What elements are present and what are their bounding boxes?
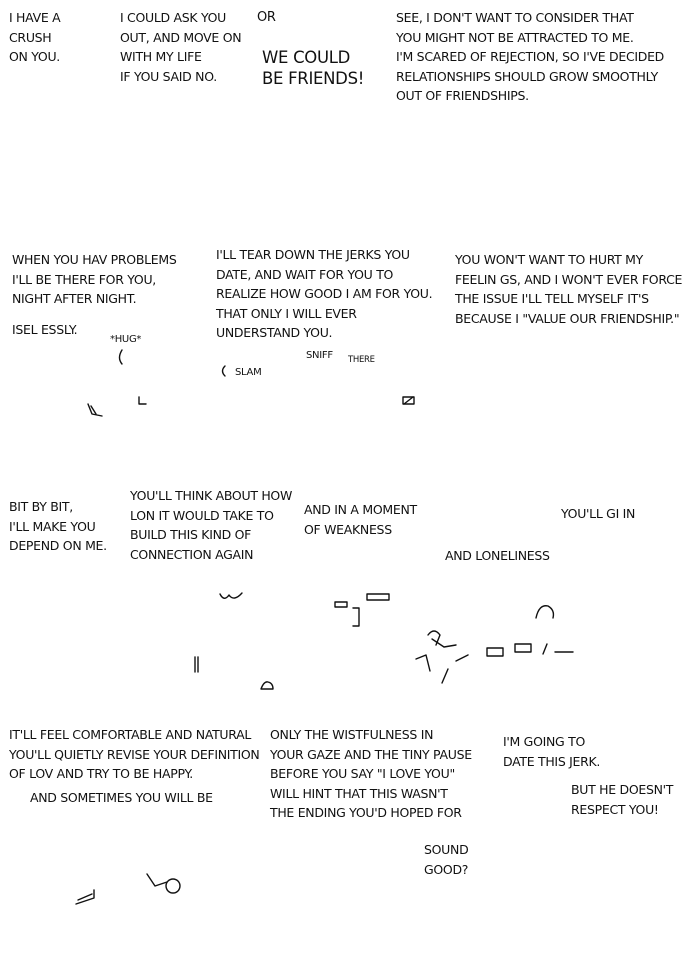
- comic-panel-13: [262, 720, 495, 953]
- panel-13-speech-2: SOUND GOOD?: [424, 842, 469, 877]
- panel-13-speech: ONLY THE WISTFULNESS IN YOUR GAZE AND THE TINY PAUSE BEFORE YOU SAY "I LOVE YOU" WILL HINT THAT THIS WASN'T THE ENDING YOU'D HOPED FOR: [270, 727, 472, 820]
- figure-fragment-cat: [145, 872, 183, 896]
- comic-panel-2: [110, 0, 250, 225]
- figure-fragment-feet: [86, 402, 104, 418]
- comic-panel-8: [0, 480, 120, 710]
- panel-5-speech-2: ISEL ESSLY.: [12, 322, 78, 337]
- panel-6-sound-slam: SLAM: [235, 367, 262, 378]
- panel-14-speech: I'M GOING TO DATE THIS JERK.: [503, 734, 601, 769]
- figure-fragment-legs: [193, 656, 201, 674]
- panel-4-speech: SEE, I DON'T WANT TO CONSIDER THAT YOU MIGHT NOT BE ATTRACTED TO ME. I'M SCARED OF REJECTION, SO I'VE DECIDED RELATIONSHIPS SHOULD GROW SMOOTHLY OUT OF FRIENDSHIPS.: [396, 10, 665, 103]
- comic-panel-14: [495, 720, 686, 953]
- slam-motion-mark: [219, 364, 227, 378]
- panel-11-speech-2: AND LONELINESS: [445, 548, 550, 563]
- speech-tail-mark: [116, 348, 128, 368]
- panel-8-speech: BIT BY BIT, I'LL MAKE YOU DEPEND ON ME.: [9, 499, 107, 553]
- panel-5-sound-hug: *HUG*: [110, 334, 142, 345]
- figure-fragment-kiss: [410, 625, 476, 681]
- figure-fragment-arms: [218, 590, 246, 604]
- panel-6-sound-sniff: SNIFF: [306, 350, 333, 361]
- panel-10-speech: AND IN A MOMENT OF WEAKNESS: [304, 502, 417, 537]
- panel-6-sound-there: THERE: [348, 355, 375, 365]
- comic-panel-4: [385, 0, 686, 225]
- figure-fragment-head: [137, 395, 149, 407]
- panel-11-speech: YOU'LL GI IN: [561, 506, 636, 521]
- figure-fragment-foot: [259, 679, 277, 693]
- panel-7-speech: YOU WON'T WANT TO HURT MY FEELIN GS, AND I WON'T EVER FORCE THE ISSUE I'LL TELL MYSELF IT'S BECAUSE I "VALUE OUR FRIENDSHIP.": [455, 252, 683, 326]
- panel-2-speech: I COULD ASK YOU OUT, AND MOVE ON WITH MY LIFE IF YOU SAID NO.: [120, 10, 242, 84]
- panel-5-speech: WHEN YOU HAV PROBLEMS I'LL BE THERE FOR YOU, NIGHT AFTER NIGHT.: [12, 252, 177, 306]
- panel-6-speech: I'LL TEAR DOWN THE JERKS YOU DATE, AND WAIT FOR YOU TO REALIZE HOW GOOD I AM FOR YOU. THAT ONLY I WILL EVER UNDERSTAND YOU.: [216, 247, 433, 340]
- figure-fragment-table: [333, 592, 395, 632]
- panel-9-speech: YOU'LL THINK ABOUT HOW LON IT WOULD TAKE TO BUILD THIS KIND OF CONNECTION AGAIN: [130, 488, 293, 562]
- panel-3-or: OR: [257, 10, 276, 25]
- figure-fragment-lamp: [485, 640, 579, 666]
- panel-12-speech-2: AND SOMETIMES YOU WILL BE: [30, 790, 213, 805]
- comic-panel-11: [405, 480, 686, 710]
- figure-fragment-hand: [402, 395, 416, 407]
- comic-panel-3: [250, 0, 385, 225]
- comic-panel-5: [0, 240, 205, 465]
- panel-1-speech: I HAVE A CRUSH ON YOU.: [9, 10, 61, 64]
- panel-3-speech: WE COULD BE FRIENDS!: [262, 48, 365, 88]
- figure-fragment-couch: [72, 886, 98, 908]
- comic-panel-12: [0, 720, 262, 953]
- panel-12-speech: IT'LL FEEL COMFORTABLE AND NATURAL YOU'LL QUIETLY REVISE YOUR DEFINITION OF LOV AND TRY TO BE HAPPY.: [9, 727, 260, 781]
- figure-fragment-head: [533, 602, 559, 622]
- comic-panel-1: [0, 0, 110, 225]
- comic-panel-9: [120, 480, 295, 710]
- comic-panel-7: [435, 240, 686, 465]
- panel-14-speech-2: BUT HE DOESN'T RESPECT YOU!: [571, 782, 674, 817]
- comic-panel-6: [205, 240, 435, 465]
